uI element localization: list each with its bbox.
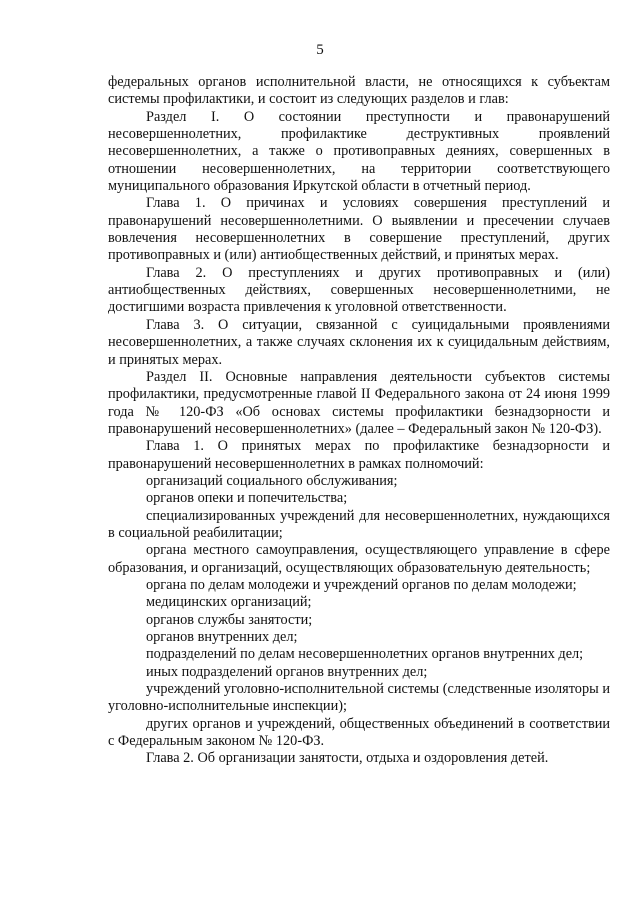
section-1-chapter-1: Глава 1. О причинах и условиях совершения преступлений и правонарушений несовершеннолетними. О выявлении и пресечении случаев вовлечения несовершеннолетних в совершение преступлений, других противоправных и (или) антиобщественных действий, и принятых мерах. [108, 195, 610, 264]
list-item-other-bodies: других органов и учреждений, общественных объединений в соответствии с Федеральным законом № 120-ФЗ. [108, 715, 610, 750]
section-2-chapter-1: Глава 1. О принятых мерах по профилактике безнадзорности и правонарушений несовершеннолетних в рамках полномочий: [108, 438, 610, 472]
section-1-heading: Раздел I. О состоянии преступности и правонарушений несовершеннолетних, профилактике деструктивных проявлений несовершеннолетних, а также о противоправных деяниях, совершенных в отношении несовершеннолетних, на территории соответствующего муниципального образования Иркутской области в отчетный период. [108, 108, 610, 195]
page-number: 5 [316, 42, 324, 58]
section-1-chapter-2: Глава 2. О преступлениях и других противоправных и (или) антиобщественных действиях, совершенных несовершеннолетними, не достигшими возраста привлечения к уголовной ответственности. [108, 264, 610, 316]
section-2-heading: Раздел II. Основные направления деятельности субъектов системы профилактики, предусмотренные главой II Федерального закона от 24 июня 1999 года № 120-ФЗ «Об основах системы профилактики безнадзорности и правонарушений несовершеннолетних» (далее – Федеральный закон № 120-ФЗ). [108, 368, 610, 437]
list-item-guardianship: органов опеки и попечительства; [146, 490, 348, 507]
list-item-social-services: организаций социального обслуживания; [146, 472, 398, 489]
list-item-internal-affairs: органов внутренних дел; [146, 629, 298, 645]
list-item-youth-affairs: органа по делам молодежи и учреждений органов по делам молодежи; [146, 576, 577, 593]
list-item-specialized-institutions: специализированных учреждений для несовершеннолетних, нуждающихся в социальной реабилитации; [108, 507, 610, 541]
list-item-juvenile-units: подразделений по делам несовершеннолетних органов внутренних дел; [146, 646, 584, 663]
paragraph-intro-continuation: федеральных органов исполнительной власти, не относящихся к субъектам системы профилактики, и состоит из следующих разделов и глав: [108, 74, 610, 108]
list-item-education-authority: органа местного самоуправления, осуществляющего управление в сфере образования, и организаций, осуществляющих образовательную деятельность; [108, 542, 610, 576]
list-item-employment-service: органов службы занятости; [146, 611, 313, 628]
document-body [108, 74, 610, 768]
section-1-chapter-3: Глава 3. О ситуации, связанной с суицидальными проявлениями несовершеннолетних, а также случаях склонения их к суицидальным действиям, и принятых мерах. [108, 316, 610, 368]
section-2-chapter-2: Глава 2. Об организации занятости, отдыха и оздоровления детей. [146, 750, 549, 767]
list-item-penitentiary: учреждений уголовно-исполнительной системы (следственные изоляторы и уголовно-исполнительные инспекции); [108, 681, 610, 715]
list-item-other-units: иных подразделений органов внутренних дел; [146, 663, 428, 680]
list-item-medical: медицинских организаций; [146, 594, 312, 611]
